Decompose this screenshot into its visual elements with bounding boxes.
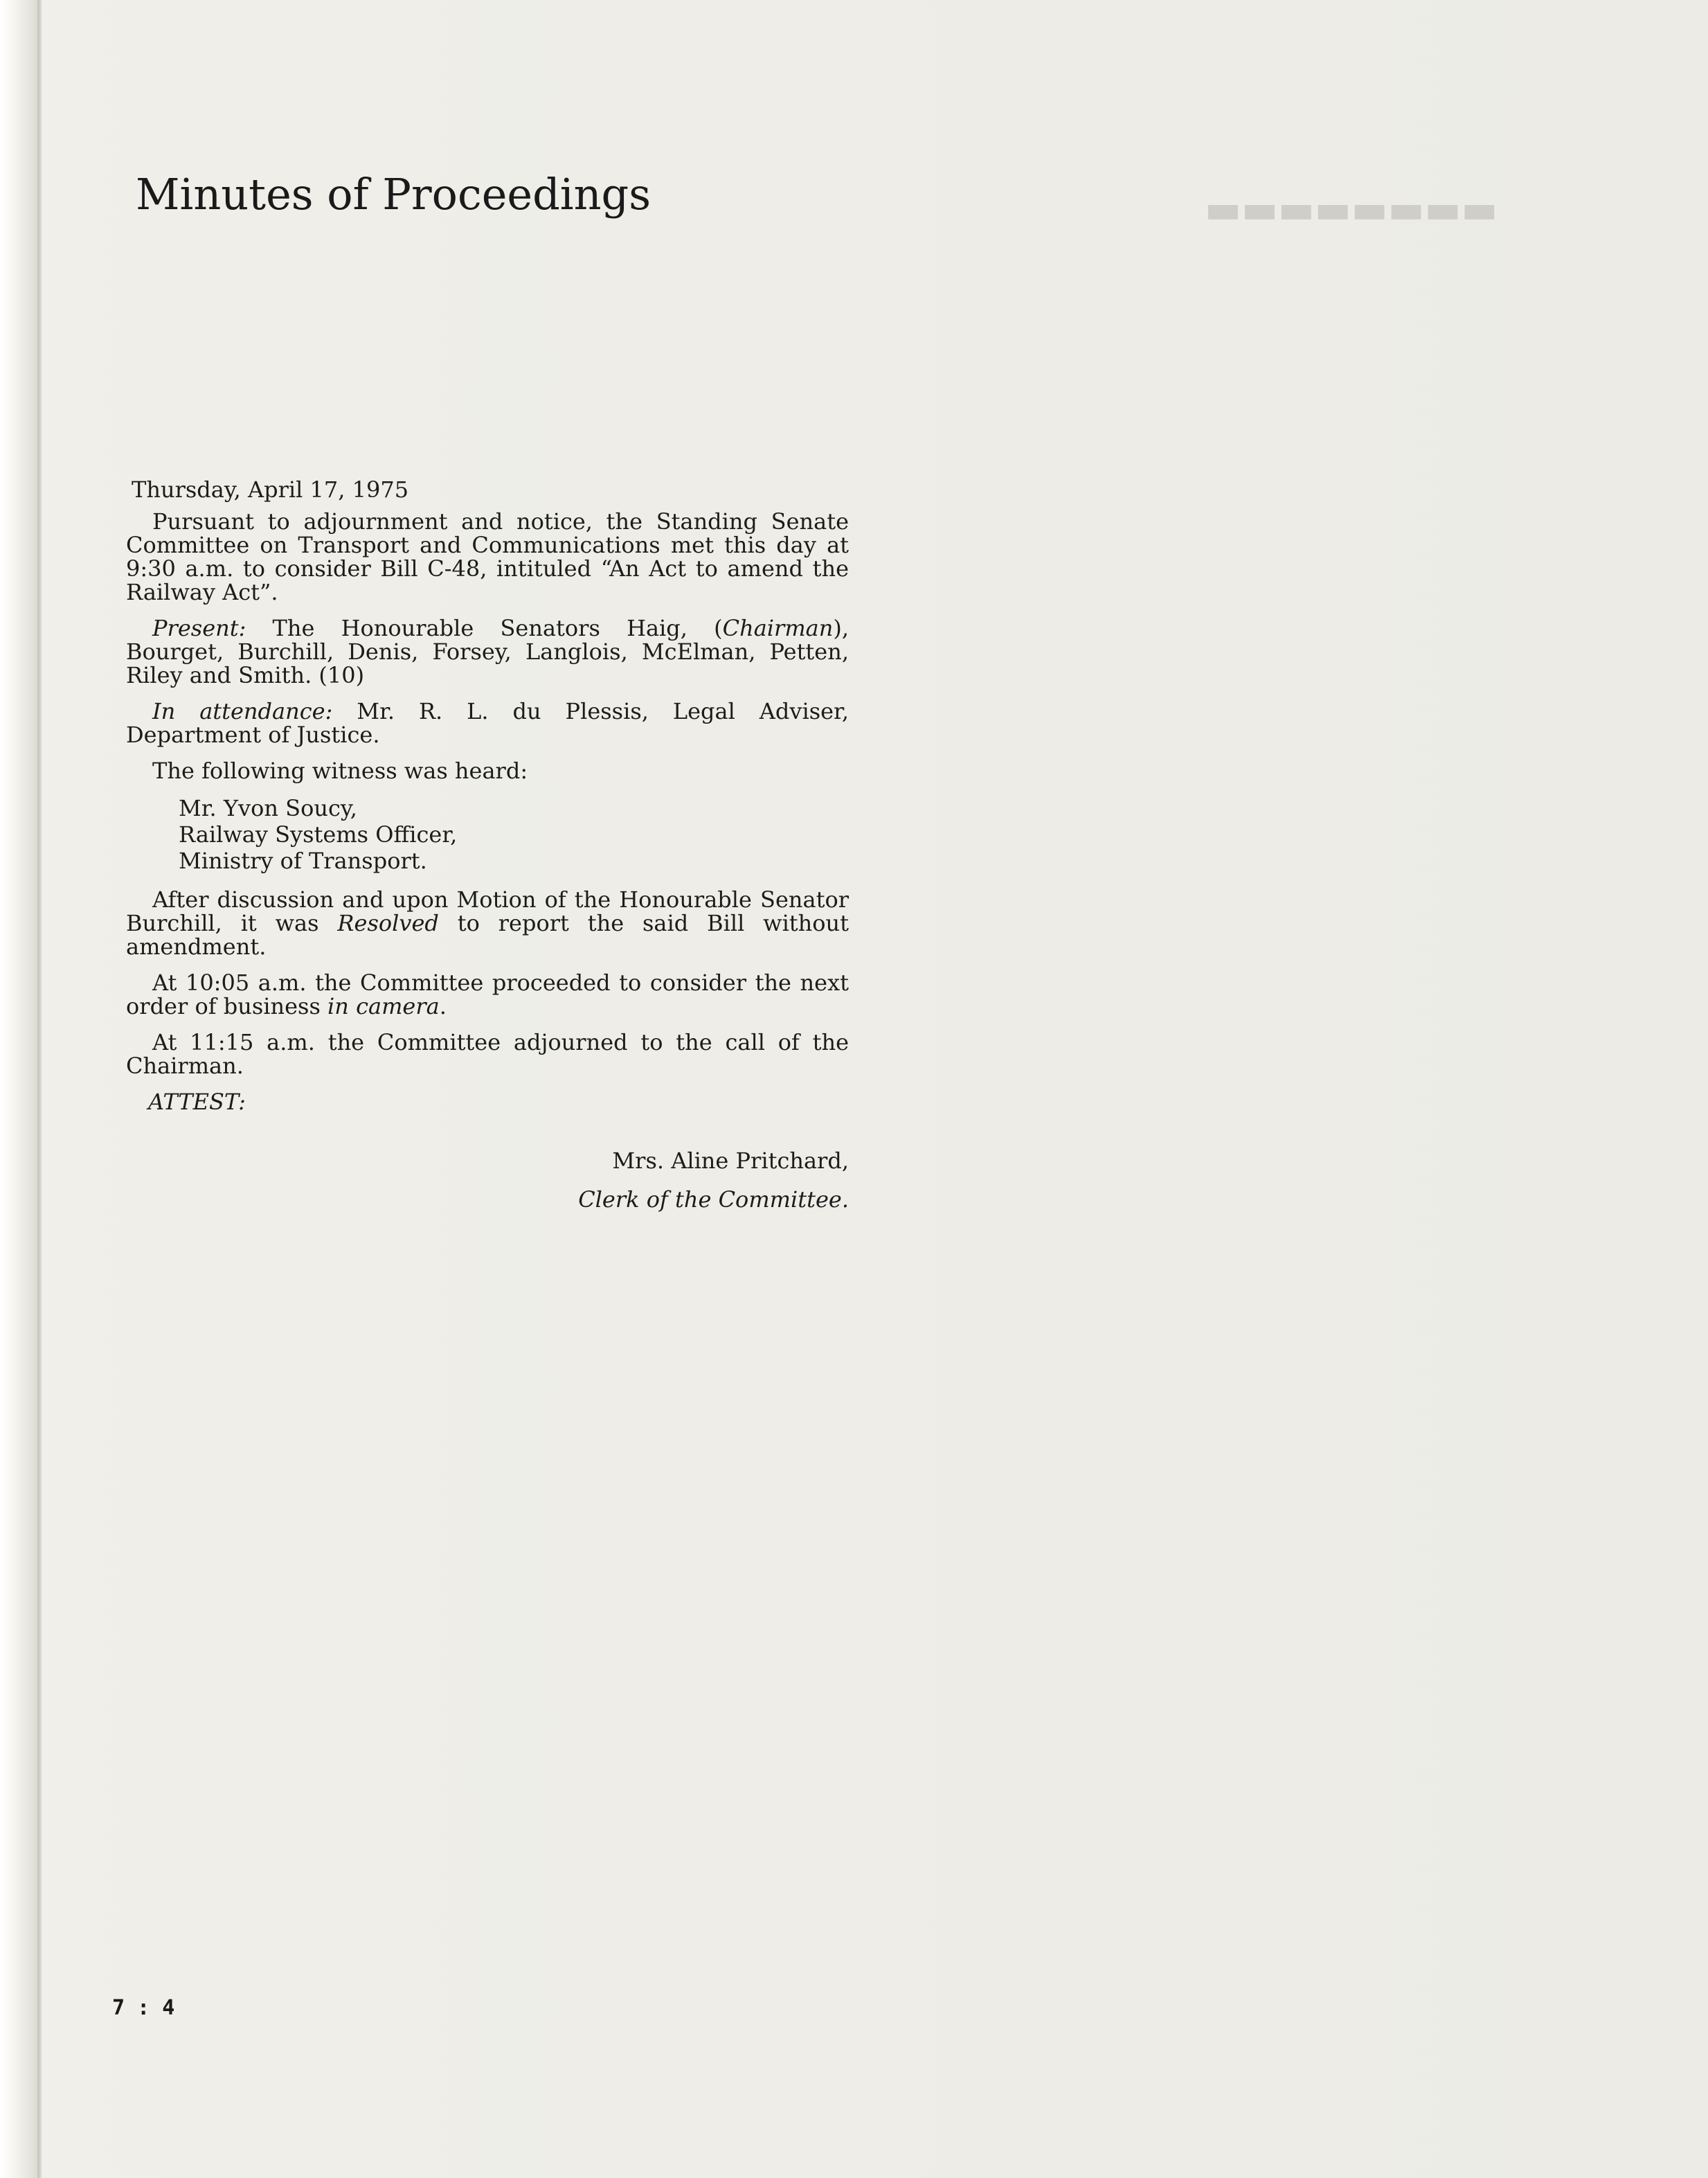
witness-block bbox=[126, 795, 849, 874]
motion-text-end: to report the said Bill without amendment. bbox=[126, 910, 849, 960]
paragraph-adjourned: At 11:15 a.m. the Committee adjourned to the call of the Chairman. bbox=[126, 1029, 849, 1079]
paragraph-motion bbox=[126, 888, 849, 958]
witness-intro: The following witness was heard: bbox=[152, 758, 528, 784]
page-title: Minutes of Proceedings bbox=[136, 169, 651, 220]
present-text-start: The Honourable Senators Haig, ( bbox=[246, 615, 723, 641]
spine-divider bbox=[37, 0, 39, 2178]
witness-organization: Ministry of Transport. bbox=[179, 848, 427, 874]
page-number: 7 : 4 bbox=[112, 1996, 175, 2020]
camera-italic: in camera bbox=[327, 993, 440, 1019]
signature-block bbox=[578, 1141, 849, 1219]
camera-text-end: . bbox=[439, 993, 447, 1019]
motion-resolved: Resolved bbox=[337, 910, 439, 936]
paragraph-in-camera bbox=[126, 971, 849, 1018]
paragraph-adjournment: Pursuant to adjournment and notice, the Standing Senate Committee on Transport and Communications met this day at 9:30 a.m. to consider Bill C-48, intituled “An Act to amend the Railway Act”. bbox=[126, 508, 849, 605]
attendance-label: In attendance: bbox=[152, 698, 333, 724]
present-chairman: Chairman bbox=[722, 615, 834, 641]
witness-name: Mr. Yvon Soucy, bbox=[179, 795, 357, 821]
signature-name: Mrs. Aline Pritchard, bbox=[612, 1148, 849, 1174]
minutes-body bbox=[126, 476, 849, 1213]
meeting-date: Thursday, April 17, 1975 bbox=[132, 476, 409, 503]
camera-text-start: At 10:05 a.m. the Committee proceeded to consider the next order of business bbox=[126, 970, 849, 1019]
attendance-text: Mr. R. L. du Plessis, Legal Adviser, Department of Justice. bbox=[126, 698, 849, 748]
page-spine-edge bbox=[0, 0, 42, 2178]
attest-label: ATTEST: bbox=[148, 1089, 246, 1115]
present-text-end: ), Bourget, Burchill, Denis, Forsey, Langlois, McElman, Petten, Riley and Smith. (10) bbox=[126, 615, 849, 688]
witness-title: Railway Systems Officer, bbox=[179, 821, 458, 848]
present-label: Present: bbox=[152, 615, 246, 641]
signature-role: Clerk of the Committee. bbox=[578, 1186, 849, 1213]
paragraph-present bbox=[126, 616, 849, 687]
show-through-heading: ▬▬▬▬▬▬▬▬ bbox=[1205, 187, 1498, 232]
motion-text-start: After discussion and upon Motion of the Honourable Senator Burchill, it was bbox=[126, 886, 849, 936]
paragraph-attendance bbox=[126, 699, 849, 747]
